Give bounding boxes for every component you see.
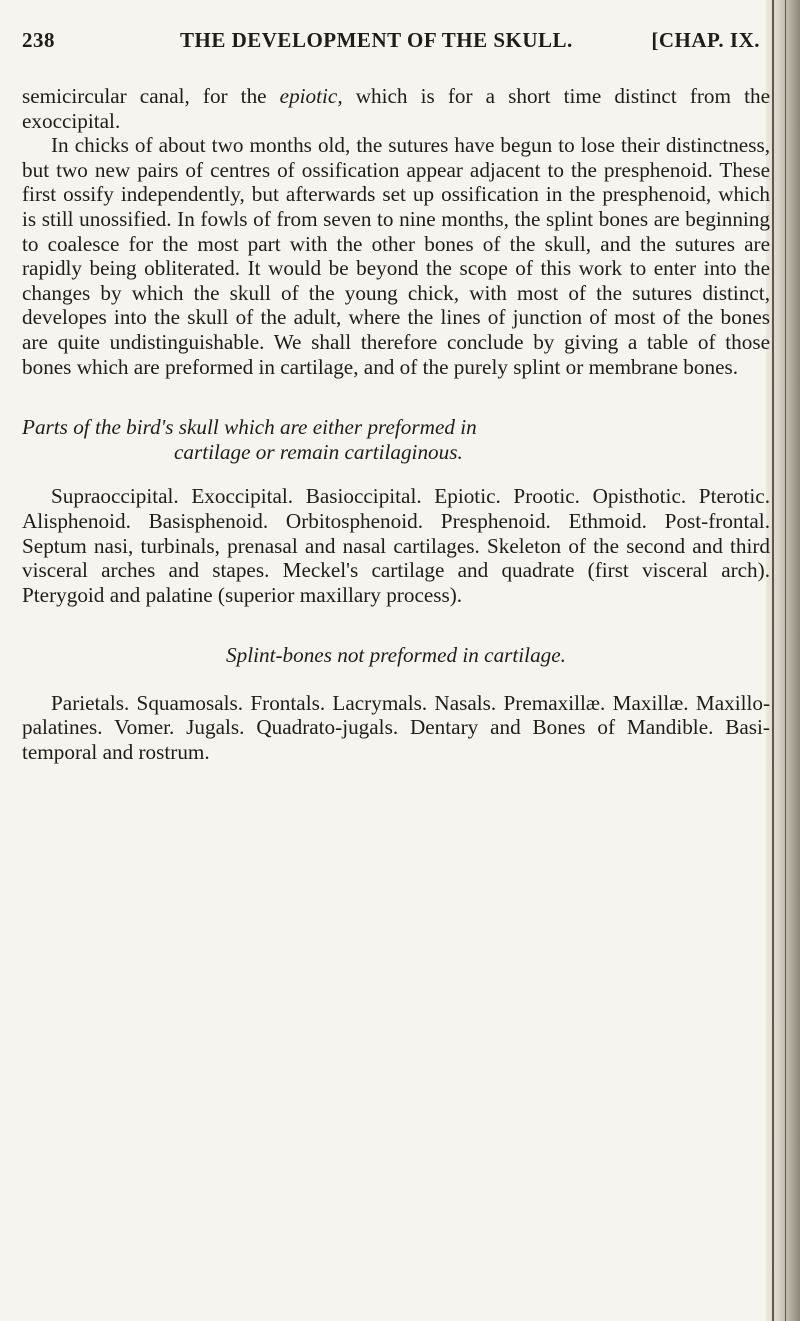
page-number: 238 — [22, 28, 55, 52]
paragraph-text: which is for a short time distinct from the exoccipital. — [22, 84, 770, 133]
running-head-title: THE DEVELOPMENT OF THE SKULL. — [180, 28, 573, 52]
page-edge-line — [785, 0, 786, 1321]
chapter-label: [CHAP. IX. — [651, 28, 760, 52]
splint-bones-list: Parietals. Squamosals. Frontals. Lacrymals. Nasals. Premaxillæ. Maxillæ. Maxillo-palatines. Vomer. Jugals. Quadrato-jugals. Dentary and Bones of Mandible. Basi-temporal and rostrum. — [22, 690, 770, 765]
paragraph: In chicks of about two months old, the sutures have begun to lose their distinctness, but two new pairs of centres of ossification appear adjacent to the presphenoid. These first ossify independently, but afterwards set up ossification in the presphenoid, which is still unossified. In fowls of from seven to nine months, the splint bones are beginning to coalesce for the most part with the other bones of the skull, and the sutures are rapidly being obliterated. It would be beyond the scope of this work to enter into the changes by which the skull of the young chick, with most of the sutures distinct, developes into the skull of the adult, where the lines of junction of most of the bones are quite undistinguishable. We shall therefore conclude by giving a table of those bones which are preformed in cartilage, and of the purely splint or membrane bones. — [22, 133, 770, 379]
document-page — [22, 28, 770, 765]
page-edge-line — [772, 0, 774, 1321]
heading-line: Parts of the bird's skull which are either preformed in — [22, 415, 477, 440]
paragraph-text: semicircular canal, for the — [22, 84, 280, 108]
italic-term: epiotic, — [279, 84, 343, 108]
preformed-bones-list: Supraoccipital. Exoccipital. Basioccipital. Epiotic. Prootic. Opisthotic. Pterotic. Alisphenoid. Basisphenoid. Orbitosphenoid. Presphenoid. Ethmoid. Post-frontal. Septum nasi, turbinals, prenasal and nasal cartilages. Skeleton of the second and third visceral arches and stapes. Meckel's cartilage and quadrate (first visceral arch). Pterygoid and palatine (superior maxillary process). — [22, 484, 770, 607]
page-edge — [766, 0, 800, 1321]
running-head — [22, 28, 770, 58]
body-text — [22, 84, 770, 765]
heading-line: cartilage or remain cartilaginous. — [174, 439, 463, 464]
section-heading-preformed — [22, 415, 770, 464]
section-heading-splint: Splint-bones not preformed in cartilage. — [226, 643, 566, 668]
paragraph-continuation — [22, 84, 770, 133]
